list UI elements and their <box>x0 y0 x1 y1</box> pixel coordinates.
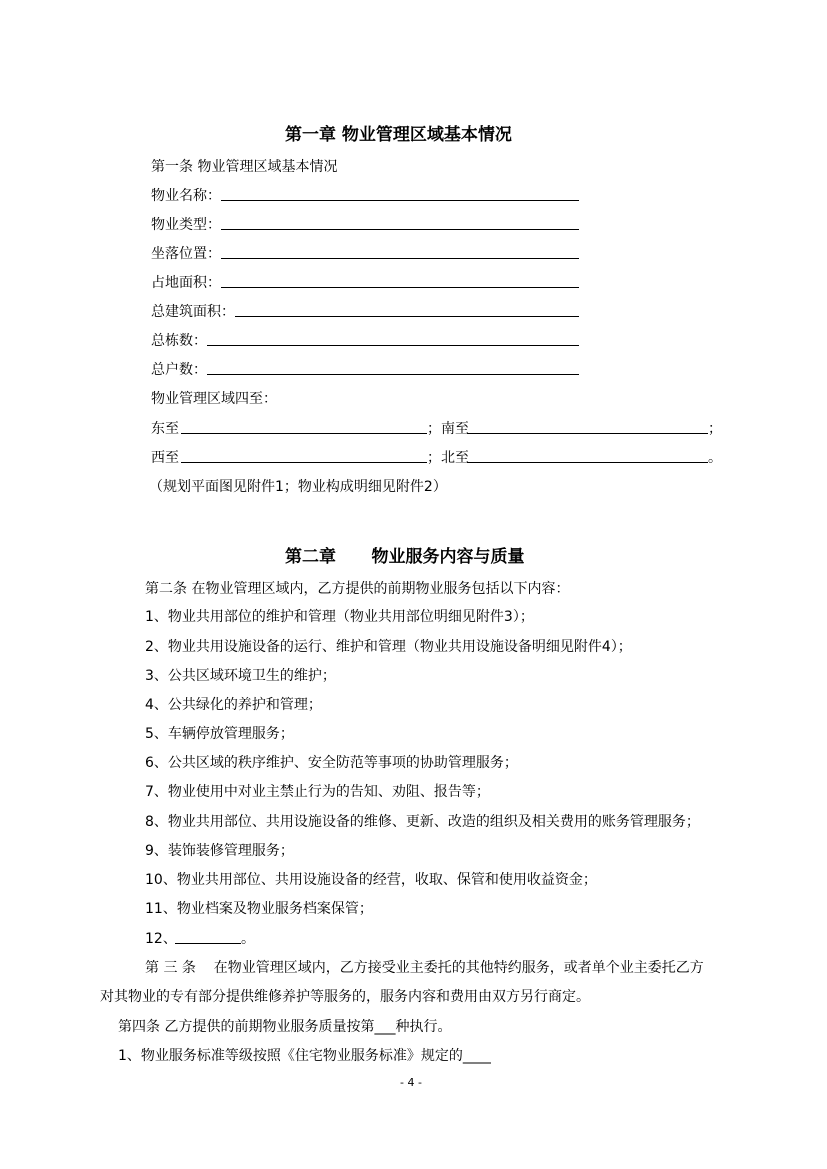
service-item-12-suffix: 。 <box>241 931 255 947</box>
article2-heading: 第二条 在物业管理区域内，乙方提供的前期物业服务包括以下内容： <box>145 581 570 597</box>
page-number: - 4 - <box>400 1076 422 1089</box>
south-label: ；南至 <box>427 421 469 437</box>
service-item: 10、物业共用部位、共用设施设备的经营，收取、保管和使用收益资金； <box>145 872 597 888</box>
field-line-building-area[interactable] <box>235 316 579 317</box>
article3-line2: 对其物业的专有部分提供维修养护等服务的，服务内容和费用由双方另行商定。 <box>100 989 590 1005</box>
service-item: 1、物业共用部位的维护和管理（物业共用部位明细见附件3）； <box>145 609 534 625</box>
field-line-type[interactable] <box>221 229 579 230</box>
field-line-buildings[interactable] <box>207 345 579 346</box>
west-label: 西至 <box>151 450 179 466</box>
service-item: 8、物业共用部位、共用设施设备的维修、更新、改造的组织及相关费用的账务管理服务； <box>145 814 700 830</box>
service-item: 4、公共绿化的养护和管理； <box>145 697 322 713</box>
service-item: 6、公共区域的秩序维护、安全防范等事项的协助管理服务； <box>145 755 518 771</box>
field-label-building-area: 总建筑面积： <box>151 304 235 320</box>
west-north-end: 。 <box>708 450 722 466</box>
east-south-end: ； <box>708 421 722 437</box>
service-item-12-prefix: 12、 <box>145 931 177 947</box>
field-line-location[interactable] <box>221 258 579 259</box>
south-line[interactable] <box>467 433 708 434</box>
boundary-label: 物业管理区域四至： <box>151 391 277 407</box>
service-item-12-line[interactable] <box>175 943 241 944</box>
west-line[interactable] <box>181 462 427 463</box>
field-line-land-area[interactable] <box>221 287 579 288</box>
east-line[interactable] <box>181 433 427 434</box>
chapter2-title: 第二章 物业服务内容与质量 <box>285 547 525 567</box>
field-line-households[interactable] <box>207 374 579 375</box>
field-label-land-area: 占地面积： <box>151 275 221 291</box>
field-label-households: 总户数： <box>151 362 207 378</box>
attachment-note: （规划平面图见附件1；物业构成明细见附件2） <box>149 479 447 495</box>
north-line[interactable] <box>467 462 708 463</box>
service-item: 5、车辆停放管理服务； <box>145 726 294 742</box>
service-item: 9、装饰装修管理服务； <box>145 843 294 859</box>
service-item: 11、物业档案及物业服务档案保管； <box>145 901 373 917</box>
article4-heading: 第四条 乙方提供的前期物业服务质量按第___种执行。 <box>118 1019 452 1035</box>
article3-line1: 第 三 条 在物业管理区域内，乙方接受业主委托的其他特约服务，或者单个业主委托乙方 <box>145 960 704 976</box>
service-standard-1: 1、物业服务标准等级按照《住宅物业服务标准》规定的____ <box>118 1048 491 1064</box>
chapter1-title: 第一章 物业管理区域基本情况 <box>285 125 512 145</box>
field-line-name[interactable] <box>221 200 579 201</box>
field-label-type: 物业类型： <box>151 217 221 233</box>
north-label: ；北至 <box>427 450 469 466</box>
east-label: 东至 <box>151 421 179 437</box>
article1-heading: 第一条 物业管理区域基本情况 <box>151 159 338 175</box>
service-item: 7、物业使用中对业主禁止行为的告知、劝阻、报告等； <box>145 784 490 800</box>
field-label-buildings: 总栋数： <box>151 333 207 349</box>
service-item: 3、公共区域环境卫生的维护； <box>145 668 336 684</box>
field-label-name: 物业名称： <box>151 188 221 204</box>
service-item: 2、物业共用设施设备的运行、维护和管理（物业共用设施设备明细见附件4）； <box>145 639 632 655</box>
field-label-location: 坐落位置： <box>151 246 221 262</box>
